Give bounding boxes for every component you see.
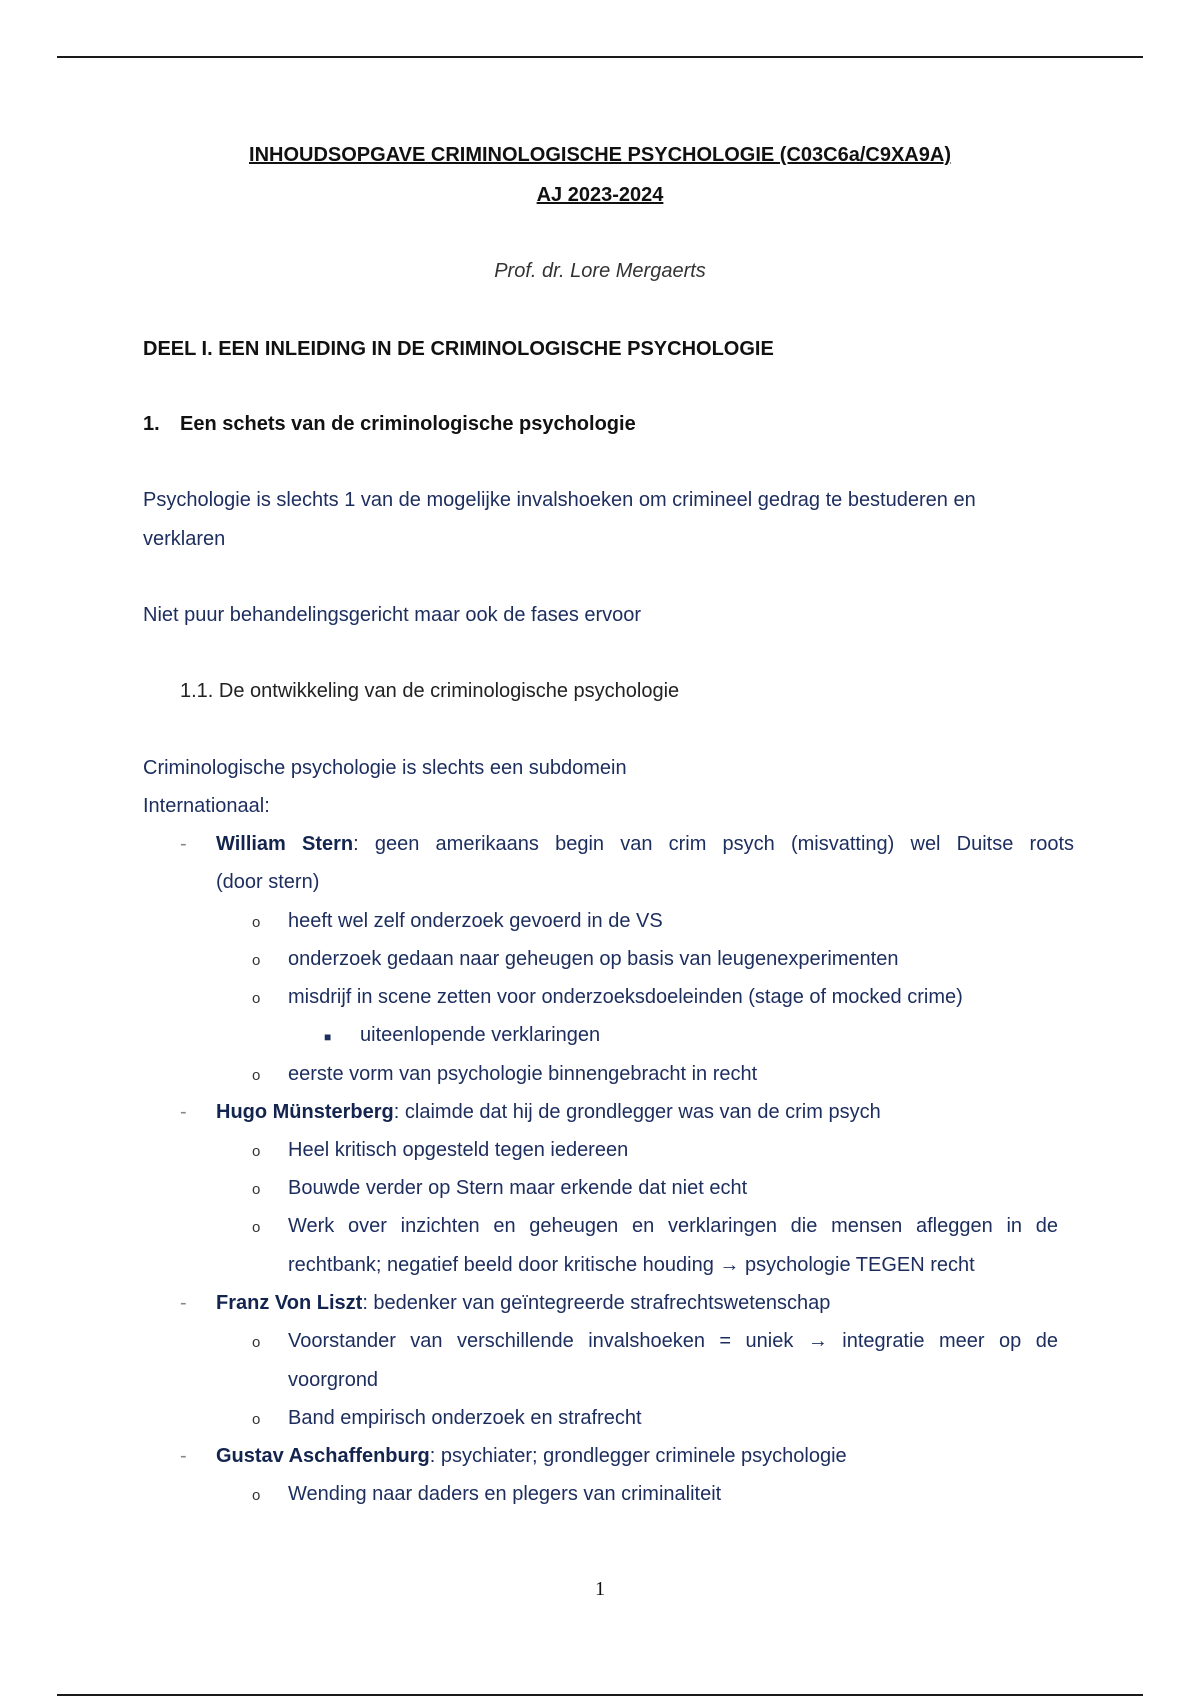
circle-bullet: o	[252, 914, 261, 931]
list-item: eerste vorm van psychologie binnengebracht in recht	[288, 1063, 758, 1085]
square-bullet: ■	[324, 1030, 332, 1044]
circle-bullet: o	[252, 1219, 261, 1236]
list-item: Werk over inzichten en geheugen en verklaringen die mensen afleggen in de	[288, 1215, 1058, 1237]
list-item: Voorstander van verschillende invalshoeken = uniek → integratie meer op de	[288, 1330, 1058, 1352]
person-description: : claimde dat hij de grondlegger was van de crim psych	[393, 1101, 881, 1123]
list-item: Bouwde verder op Stern maar erkende dat niet echt	[288, 1177, 748, 1199]
section-number: 1.	[143, 413, 160, 435]
person-description-continued: (door stern)	[216, 871, 320, 893]
author: Prof. dr. Lore Mergaerts	[494, 260, 706, 282]
list-item: Band empirisch onderzoek en strafrecht	[288, 1407, 642, 1429]
subsection-text-line-1: Criminologische psychologie is slechts een subdomein	[143, 757, 627, 779]
circle-bullet: o	[252, 1411, 261, 1428]
list-item-continued: rechtbank; negatief beeld door kritische houding → psychologie TEGEN recht	[288, 1254, 975, 1276]
circle-bullet: o	[252, 1067, 261, 1084]
intro-paragraph-line-1: Psychologie is slechts 1 van de mogelijke invalshoeken om crimineel gedrag te bestuderen en	[143, 489, 976, 511]
person-franz-von-liszt	[216, 1292, 830, 1315]
circle-bullet: o	[252, 1487, 261, 1504]
circle-bullet: o	[252, 1143, 261, 1160]
intro-paragraph-line-2: verklaren	[143, 528, 226, 550]
person-hugo-munsterberg	[216, 1101, 881, 1124]
academic-year: AJ 2023-2024	[536, 184, 664, 206]
person-name: Hugo Münsterberg	[216, 1101, 394, 1123]
list-item: onderzoek gedaan naar geheugen op basis van leugenexperimenten	[288, 948, 899, 970]
list-item: misdrijf in scene zetten voor onderzoeksdoeleinden (stage of mocked crime)	[288, 986, 963, 1008]
list-subitem: uiteenlopende verklaringen	[360, 1024, 601, 1046]
list-item: Heel kritisch opgesteld tegen iedereen	[288, 1139, 629, 1161]
bottom-rule	[57, 1694, 1143, 1696]
person-name: Gustav Aschaffenburg	[216, 1445, 430, 1467]
list-item: heeft wel zelf onderzoek gevoerd in de VS	[288, 910, 663, 932]
document-title: INHOUDSOPGAVE CRIMINOLOGISCHE PSYCHOLOGIE (C03C6a/C9XA9A)	[249, 144, 951, 166]
list-item: Wending naar daders en plegers van criminaliteit	[288, 1483, 722, 1505]
person-william-stern	[216, 833, 1074, 856]
top-rule	[57, 56, 1143, 58]
intro-paragraph-2: Niet puur behandelingsgericht maar ook de fases ervoor	[143, 604, 642, 626]
person-name: Franz Von Liszt	[216, 1292, 363, 1314]
part-heading: DEEL I. EEN INLEIDING IN DE CRIMINOLOGISCHE PSYCHOLOGIE	[143, 338, 774, 360]
person-description: : bedenker van geïntegreerde strafrechtswetenschap	[362, 1292, 831, 1314]
section-title: Een schets van de criminologische psychologie	[180, 413, 636, 435]
dash-bullet: -	[180, 833, 187, 855]
circle-bullet: o	[252, 990, 261, 1007]
person-gustav-aschaffenburg	[216, 1445, 847, 1468]
circle-bullet: o	[252, 952, 261, 969]
dash-bullet: -	[180, 1101, 187, 1123]
person-description: : psychiater; grondlegger criminele psychologie	[429, 1445, 847, 1467]
dash-bullet: -	[180, 1292, 187, 1314]
circle-bullet: o	[252, 1181, 261, 1198]
circle-bullet: o	[252, 1334, 261, 1351]
subsection-text-line-2: Internationaal:	[143, 795, 270, 817]
dash-bullet: -	[180, 1445, 187, 1467]
page-number: 1	[595, 1578, 605, 1600]
list-item-continued: voorgrond	[288, 1369, 379, 1391]
person-description: : geen amerikaans begin van crim psych (misvatting) wel Duitse roots	[353, 833, 1075, 855]
person-name: William Stern	[216, 833, 354, 855]
subsection-heading: 1.1. De ontwikkeling van de criminologische psychologie	[180, 680, 680, 702]
